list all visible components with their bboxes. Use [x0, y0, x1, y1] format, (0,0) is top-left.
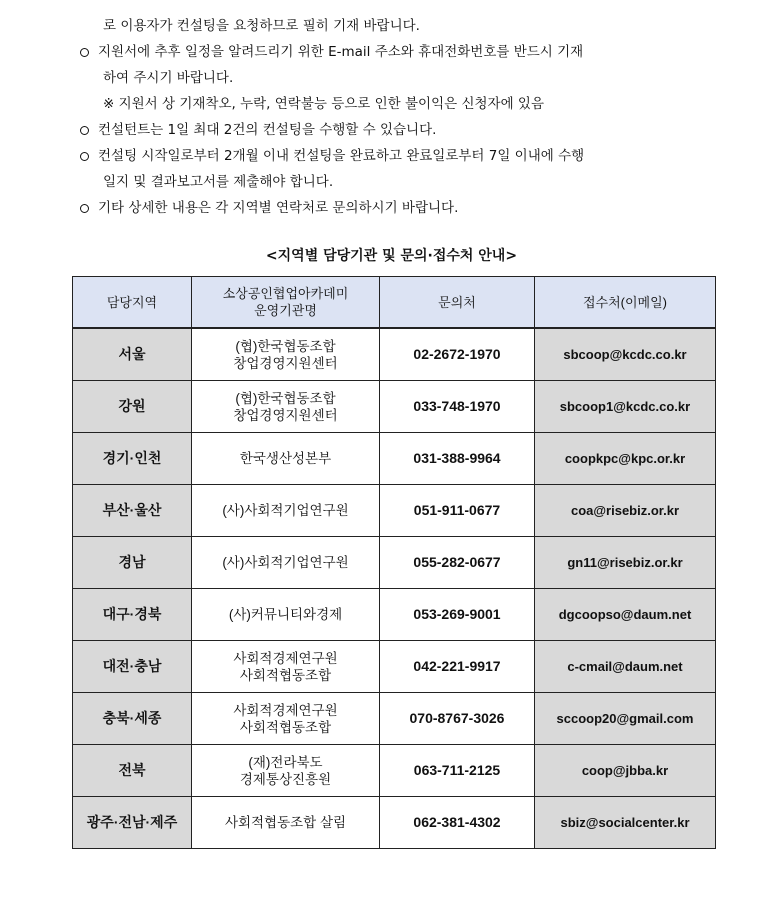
- email-cell: sbiz@socialcenter.kr: [535, 797, 716, 849]
- note-line-4: [103, 95, 544, 113]
- header-org-line1: 소상공인협업아카데미: [222, 286, 349, 301]
- email-cell: coopkpc@kpc.or.kr: [535, 433, 716, 485]
- regional-contacts-table: [72, 276, 716, 849]
- note-text: 컨설팅 시작일로부터 2개월 이내 컨설팅을 완료하고 완료일로부터 7일 이내에 수행: [98, 148, 585, 164]
- phone-cell: 042-221-9917: [380, 641, 535, 693]
- org-cell: [192, 641, 380, 693]
- hollow-circle-bullet-icon: [80, 126, 89, 135]
- region-cell: 광주·전남·제주: [73, 797, 192, 849]
- email-cell: coa@risebiz.or.kr: [535, 485, 716, 537]
- region-cell: 대전·충남: [73, 641, 192, 693]
- table-row: [73, 537, 716, 589]
- note-text: 일지 및 결과보고서를 제출해야 합니다.: [103, 174, 334, 190]
- note-line-2: [80, 43, 583, 61]
- org-cell: [192, 693, 380, 745]
- note-text: 기타 상세한 내용은 각 지역별 연락처로 문의하시기 바랍니다.: [98, 200, 459, 216]
- org-line: 사회적협동조합: [239, 719, 332, 735]
- phone-cell: 033-748-1970: [380, 381, 535, 433]
- table-row: [73, 328, 716, 381]
- note-text: 하여 주시기 바랍니다.: [103, 70, 234, 86]
- table-row: [73, 745, 716, 797]
- header-email: 접수처(이메일): [535, 277, 716, 329]
- note-line-3: [103, 69, 233, 87]
- org-cell: [192, 328, 380, 381]
- email-cell: sbcoop1@kcdc.co.kr: [535, 381, 716, 433]
- note-text: 지원서에 추후 일정을 알려드리기 위한 E-mail 주소와 휴대전화번호를 반드시 기재: [98, 44, 584, 60]
- region-cell: 대구·경북: [73, 589, 192, 641]
- org-line: 사회적협동조합 살림: [224, 815, 347, 830]
- region-cell: 부산·울산: [73, 485, 192, 537]
- org-line: 경제통상진흥원: [239, 771, 332, 787]
- org-line: (사)사회적기업연구원: [222, 503, 349, 518]
- note-line-7: [103, 173, 333, 191]
- org-line: (협)한국협동조합: [235, 390, 336, 406]
- region-cell: 충북·세종: [73, 693, 192, 745]
- note-line-1: [103, 17, 420, 35]
- table-row: [73, 485, 716, 537]
- region-cell: 경기·인천: [73, 433, 192, 485]
- table-header-row: [73, 277, 716, 329]
- org-line: 사회적협동조합: [239, 667, 332, 683]
- phone-cell: 053-269-9001: [380, 589, 535, 641]
- region-cell: 서울: [73, 328, 192, 381]
- org-line: (사)사회적기업연구원: [222, 555, 349, 570]
- note-text: 컨설턴트는 1일 최대 2건의 컨설팅을 수행할 수 있습니다.: [98, 122, 437, 138]
- region-cell: 경남: [73, 537, 192, 589]
- note-text: ※ 지원서 상 기재착오, 누락, 연락불능 등으로 인한 불이익은 신청자에 있음: [103, 96, 544, 112]
- table-row: [73, 797, 716, 849]
- table-row: [73, 589, 716, 641]
- header-region: 담당지역: [73, 277, 192, 329]
- note-line-8: [80, 199, 458, 217]
- org-line: 사회적경제연구원: [233, 702, 338, 718]
- phone-cell: 031-388-9964: [380, 433, 535, 485]
- hollow-circle-bullet-icon: [80, 48, 89, 57]
- org-cell: [192, 381, 380, 433]
- table-row: [73, 433, 716, 485]
- email-cell: c-cmail@daum.net: [535, 641, 716, 693]
- table-row: [73, 693, 716, 745]
- phone-cell: 051-911-0677: [380, 485, 535, 537]
- org-line: (사)커뮤니티와경제: [228, 607, 343, 622]
- email-cell: sccoop20@gmail.com: [535, 693, 716, 745]
- email-cell: coop@jbba.kr: [535, 745, 716, 797]
- org-line: 한국생산성본부: [239, 451, 332, 466]
- hollow-circle-bullet-icon: [80, 152, 89, 161]
- table-title: <지역별 담당기관 및 문의·접수처 안내>: [265, 248, 518, 264]
- table-row: [73, 381, 716, 433]
- note-text: 로 이용자가 컨설팅을 요청하므로 필히 기재 바랍니다.: [103, 18, 420, 34]
- email-cell: gn11@risebiz.or.kr: [535, 537, 716, 589]
- header-org-line2: 운영기관명: [254, 303, 317, 318]
- org-line: 창업경영지원센터: [233, 355, 338, 371]
- org-line: (협)한국협동조합: [235, 338, 336, 354]
- note-line-6: [80, 147, 584, 165]
- header-phone: 문의처: [380, 277, 535, 329]
- phone-cell: 055-282-0677: [380, 537, 535, 589]
- org-line: (재)전라북도: [248, 754, 323, 770]
- org-cell: [192, 797, 380, 849]
- phone-cell: 062-381-4302: [380, 797, 535, 849]
- org-cell: [192, 537, 380, 589]
- org-cell: [192, 485, 380, 537]
- phone-cell: 070-8767-3026: [380, 693, 535, 745]
- note-line-5: [80, 121, 436, 139]
- region-cell: 강원: [73, 381, 192, 433]
- header-org: [192, 277, 380, 329]
- org-cell: [192, 433, 380, 485]
- org-line: 창업경영지원센터: [233, 407, 338, 423]
- org-cell: [192, 745, 380, 797]
- phone-cell: 02-2672-1970: [380, 328, 535, 381]
- region-cell: 전북: [73, 745, 192, 797]
- hollow-circle-bullet-icon: [80, 204, 89, 213]
- org-cell: [192, 589, 380, 641]
- email-cell: sbcoop@kcdc.co.kr: [535, 328, 716, 381]
- phone-cell: 063-711-2125: [380, 745, 535, 797]
- email-cell: dgcoopso@daum.net: [535, 589, 716, 641]
- org-line: 사회적경제연구원: [233, 650, 338, 666]
- table-row: [73, 641, 716, 693]
